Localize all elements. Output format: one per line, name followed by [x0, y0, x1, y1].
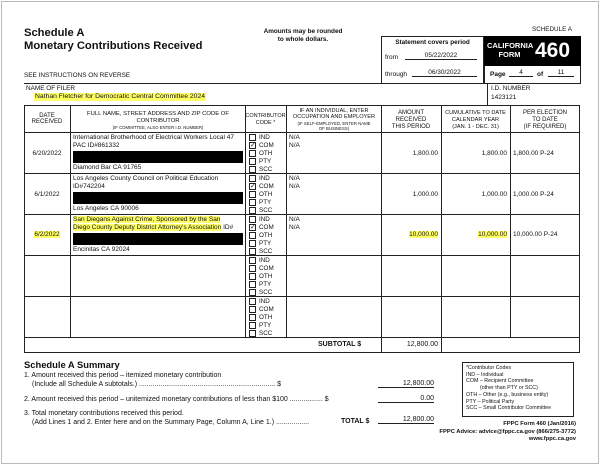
row-rule-4: [24, 296, 580, 297]
col-header-occupation-line-3: (IF SELF-EMPLOYED, ENTER NAME: [297, 120, 371, 126]
row-3-occupation-line-2: N/A: [289, 224, 300, 232]
col-header-code-line-1: CONTRIBUTOR: [245, 113, 286, 119]
code-checkbox-empty[interactable]: [249, 273, 256, 280]
col-header-per-election-line-1: PER ELECTION: [522, 110, 567, 116]
rounding-note: [248, 28, 358, 44]
of-label: of: [537, 71, 544, 78]
row-2-occupation-line-2: N/A: [289, 183, 300, 191]
row-1-contributor-line-1: International Brotherhood of Electrical Workers Local 47: [73, 134, 235, 141]
code-checkbox-empty[interactable]: [249, 232, 256, 239]
code-checkbox-empty[interactable]: [249, 289, 256, 296]
code-label: PTY: [259, 158, 272, 165]
summary-line-3-sub: (Add Lines 1 and 2. Enter here and on the Summary Page, Column A, Line 1.) .................: [32, 419, 310, 426]
code-label: COM: [259, 265, 274, 272]
form-number: 460: [535, 39, 571, 62]
col-header-occupation-line-2: OCCUPATION AND EMPLOYER: [292, 114, 376, 121]
footer-web-line: www.fppc.ca.gov: [528, 436, 576, 442]
title-line-2: Monetary Contributions Received: [24, 40, 203, 52]
row-3-id-suffix: ID#: [223, 224, 234, 232]
row-rule-1: [24, 173, 580, 174]
name-of-filer-label: NAME OF FILER: [26, 85, 76, 92]
code-label: OTH: [259, 273, 273, 280]
from-label: from: [385, 54, 398, 61]
code-checkbox-empty[interactable]: [249, 257, 256, 264]
code-checkbox-empty[interactable]: [249, 314, 256, 321]
row-3-occupation-line-1: N/A: [289, 216, 300, 223]
rounding-note-line-2: to whole dollars.: [277, 36, 329, 43]
row-rule-2: [24, 214, 580, 215]
code-checkbox-empty[interactable]: [249, 281, 256, 288]
code-checkbox-empty[interactable]: [249, 322, 256, 329]
col-header-cumulative-line-1: CUMULATIVE TO DATE: [445, 110, 506, 116]
legend-title: *Contributor Codes: [466, 365, 512, 371]
page-number: 4: [509, 69, 533, 77]
total-label: TOTAL $: [341, 418, 370, 425]
code-checkbox-empty[interactable]: [249, 207, 256, 214]
period-label: Statement covers period: [395, 39, 470, 46]
rounding-note-line-1: Amounts may be rounded: [263, 28, 343, 35]
row-2-date: 6/1/2022: [34, 191, 60, 198]
ca-form-line-1: CALIFORNIA: [487, 41, 534, 50]
row-1-contributor-name: [73, 134, 234, 150]
row-2-contributor-line-1: Los Angeles County Council on Political Education: [73, 175, 219, 182]
row-3-date: 6/2/2022: [34, 231, 60, 238]
footer-advice-line: FPPC Advice: advice@fppc.ca.gov (866/275-3772): [439, 428, 576, 435]
col-header-per-election-line-2: TO DATE: [532, 117, 558, 124]
col-rule-6: [510, 105, 511, 337]
row-1-per-election: 1,800.00 P-24: [513, 150, 554, 157]
summary-line-2-value: 0.00: [378, 395, 434, 403]
code-checkbox-empty[interactable]: [249, 298, 256, 305]
code-label: IND: [259, 216, 270, 223]
subtotal-value: 12,800.00: [406, 341, 438, 348]
col-header-amount-line-2: RECEIVED: [395, 117, 427, 124]
filer-name: Nathan Fletcher for Democratic Central Committee 2024: [35, 93, 205, 100]
col-header-date-line-2: RECEIVED: [31, 119, 63, 126]
legend-line-pty: PTY – Political Party: [466, 398, 515, 405]
row-2-cumulative: 1,000.00: [481, 191, 507, 198]
code-label: IND: [259, 175, 270, 182]
code-label: OTH: [259, 191, 273, 198]
summary-line-3: [24, 409, 309, 427]
col-header-occupation-line-1: IF AN INDIVIDUAL, ENTER: [299, 108, 369, 114]
col-header-contributor-line-2: (IF COMMITTEE, ALSO ENTER I.D. NUMBER): [112, 124, 204, 130]
code-label: IND: [259, 134, 270, 141]
code-label: COM: [259, 183, 274, 190]
title-line-1: Schedule A: [24, 27, 85, 39]
row-1-city: Diamond Bar CA 91765: [73, 164, 142, 171]
form-title: [24, 27, 202, 53]
col-header-cumulative-line-2: CALENDAR YEAR: [451, 117, 500, 124]
col-rule-5: [441, 105, 442, 353]
california-form-box: [484, 36, 581, 66]
code-label: COM: [259, 142, 274, 149]
col-header-occupation: [287, 108, 381, 131]
row-3-cumulative: 10,000.00: [478, 231, 507, 238]
row-3-contributor-name: [73, 216, 233, 232]
through-label: through: [385, 71, 408, 78]
id-number: 1423121: [491, 94, 517, 101]
see-instructions: SEE INSTRUCTIONS ON REVERSE: [24, 72, 131, 79]
summary-line-1-text: 1. Amount received this period – itemized monetary contribution: [24, 372, 222, 379]
row-2-contributor-line-2: ID#742204: [73, 183, 105, 191]
code-label: PTY: [259, 199, 272, 206]
code-checkbox-empty[interactable]: [249, 248, 256, 255]
row-1-cumulative: 1,800.00: [481, 150, 507, 157]
summary-line-3-text: 3. Total monetary contributions received this period.: [24, 410, 184, 417]
code-checkbox-checked[interactable]: ✓: [250, 142, 256, 149]
row-2-redaction: [73, 192, 243, 204]
code-label: PTY: [259, 322, 272, 329]
code-checkbox-empty[interactable]: [249, 191, 256, 198]
code-label: SCC: [259, 289, 273, 296]
col-header-contributor: [71, 111, 245, 131]
code-checkbox-empty[interactable]: [249, 166, 256, 173]
row-1-amount: 1,800.00: [412, 150, 438, 157]
code-label: COM: [259, 224, 274, 231]
row-3-cumulative-wrap: [441, 231, 507, 239]
legend-line-ind: IND – Individual: [466, 371, 504, 378]
row-3-amount: 10,000.00: [409, 231, 438, 238]
code-checkbox-empty[interactable]: [249, 240, 256, 247]
form-footer: [420, 421, 576, 444]
code-checkbox-empty[interactable]: [249, 158, 256, 165]
code-label: OTH: [259, 150, 273, 157]
col-header-occupation-line-4: OF BUSINESS): [318, 125, 350, 131]
code-checkbox-empty[interactable]: [249, 330, 256, 337]
col-header-date-line-1: DATE: [39, 113, 55, 119]
row-1-redaction: [73, 151, 243, 163]
row-3-date-wrap: [24, 231, 70, 239]
filer-id-divider: [487, 83, 488, 105]
subtotal-label: SUBTOTAL $: [318, 341, 362, 348]
col-header-cumulative-line-3: (JAN. 1 - DEC. 31): [452, 124, 499, 131]
code-label: OTH: [259, 232, 273, 239]
row-1-contributor-line-2: PAC ID#861332: [73, 142, 120, 150]
row-2-occupation-line-1: N/A: [289, 175, 300, 182]
code-label: PTY: [259, 281, 272, 288]
row-3-occupation: [289, 216, 300, 232]
code-checkbox-empty[interactable]: [249, 216, 256, 223]
row-1-occupation-line-1: N/A: [289, 134, 300, 141]
code-label: COM: [259, 306, 274, 313]
col-header-code: [245, 113, 286, 127]
code-checkbox-empty[interactable]: [249, 265, 256, 272]
legend-line-com: COM – Recipient Committee: [466, 378, 534, 385]
code-label: SCC: [259, 248, 273, 255]
col-rule-2: [245, 105, 246, 337]
code-checkbox-empty[interactable]: [249, 306, 256, 313]
row-2-occupation: [289, 175, 300, 191]
summary-line-3-value: 12,800.00: [378, 416, 434, 424]
through-date: 06/30/2022: [412, 69, 477, 77]
col-rule-1: [70, 105, 71, 337]
col-header-code-line-2: CODE *: [255, 120, 276, 126]
row-3-per-election: 10,000.00 P-24: [513, 231, 558, 238]
from-date: 05/22/2022: [405, 52, 477, 60]
col-header-date: [24, 113, 70, 126]
code-label: IND: [259, 257, 270, 264]
row-1-date: 6/20/2022: [32, 150, 62, 157]
row-rule-5: [24, 337, 580, 338]
summary-line-1-sub: (Include all Schedule A subtotals.) ...................................................................... $: [32, 381, 281, 388]
legend-line-com-note: (other than PTY or SCC): [480, 385, 538, 392]
summary-title: Schedule A Summary: [24, 359, 120, 370]
col-header-per-election: [510, 110, 580, 132]
code-label: IND: [259, 298, 270, 305]
contributor-codes-legend: [462, 362, 574, 417]
code-label: SCC: [259, 207, 273, 214]
code-checkbox-checked[interactable]: ✓: [250, 183, 256, 190]
id-number-label: I.D. NUMBER: [491, 85, 531, 92]
row-rule-3: [24, 255, 580, 256]
row-1-occupation: [289, 134, 300, 150]
code-checkbox-checked[interactable]: ✓: [250, 224, 256, 231]
row-2-amount: 1,000.00: [412, 191, 438, 198]
col-header-amount-line-1: AMOUNT: [398, 110, 424, 116]
code-label: SCC: [259, 166, 273, 173]
row-2-contributor-name: [73, 175, 218, 191]
row-3-contributor-line-1: San Diegans Against Crime, Sponsored by the San: [73, 216, 221, 223]
filer-top-rule: [24, 83, 580, 84]
legend-line-oth: OTH – Other (e.g., business entity): [466, 391, 549, 398]
row-3-redaction: [73, 233, 243, 245]
code-label: PTY: [259, 240, 272, 247]
code-label: OTH: [259, 314, 273, 321]
code-label: SCC: [259, 330, 273, 337]
col-header-per-election-line-3: (IF REQUIRED): [523, 124, 567, 131]
row-2-city: Los Angeles CA 90006: [73, 205, 139, 212]
header-bottom-rule: [24, 132, 580, 133]
legend-line-scc: SCC – Small Contributor Committee: [466, 405, 552, 412]
row-3-contributor-line-2: Diego County Deputy District Attorney's Association: [73, 224, 222, 232]
code-checkbox-empty[interactable]: [249, 175, 256, 182]
footer-form-line: FPPC Form 460 (Jan/2016): [503, 421, 576, 427]
code-checkbox-empty[interactable]: [249, 199, 256, 206]
col-rule-3: [286, 105, 287, 337]
col-rule-4: [381, 105, 382, 353]
col-header-cumulative: [441, 110, 510, 132]
code-checkbox-empty[interactable]: [249, 134, 256, 141]
col-header-amount-line-3: THIS PERIOD: [391, 124, 431, 131]
row-3-amount-wrap: [381, 231, 438, 239]
ca-form-label: [487, 42, 532, 59]
col-header-amount: [381, 110, 441, 132]
page-total: 11: [548, 69, 574, 77]
row-2-per-election: 1,000.00 P-24: [513, 191, 554, 198]
summary-line-2: 2. Amount received this period – unitemized monetary contributions of less than $100 ................. $: [24, 396, 329, 403]
page-label: Page: [490, 71, 506, 78]
row-1-occupation-line-2: N/A: [289, 142, 300, 150]
schedule-letter: SCHEDULE A: [532, 26, 572, 33]
code-checkbox-empty[interactable]: [249, 150, 256, 157]
ca-form-line-2: FORM: [498, 49, 521, 59]
row-3-city: Encinitas CA 92024: [73, 246, 130, 253]
col-header-contributor-line-1: FULL NAME, STREET ADDRESS AND ZIP CODE OF CONTRIBUTOR: [87, 111, 229, 124]
summary-line-1: [24, 371, 281, 389]
summary-line-1-value: 12,800.00: [378, 380, 434, 388]
